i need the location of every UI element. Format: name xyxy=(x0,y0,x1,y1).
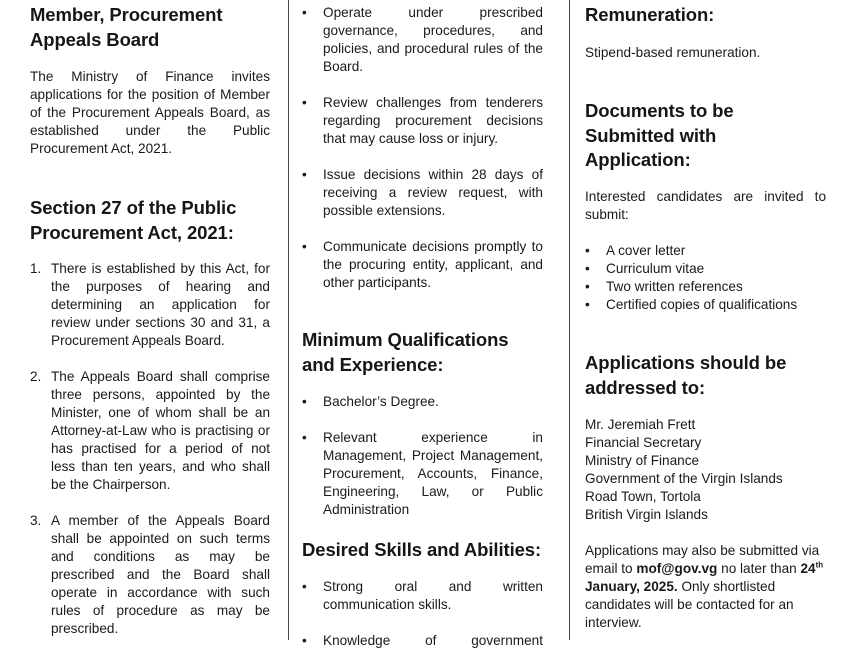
bullet-icon: • xyxy=(585,261,590,276)
address-line: Financial Secretary xyxy=(585,435,702,450)
duty-item: • Operate under prescribed governance, procedures, and policies, and procedural rules of the Board. xyxy=(302,5,543,74)
qualifications-heading: Minimum Qualifications and Experience: xyxy=(302,329,509,375)
address-line: Mr. Jeremiah Frett xyxy=(585,417,696,432)
mailing-address xyxy=(585,416,826,524)
duty-item: • Issue decisions within 28 days of receiving a review request, with possible extensions. xyxy=(302,167,543,218)
document-item: • Two written references xyxy=(585,279,743,294)
bullet-icon: • xyxy=(302,430,307,445)
duty-item: • Review challenges from tenderers regarding procurement decisions that may cause loss or injury. xyxy=(302,95,543,146)
skill-item: • Strong oral and written communication skills. xyxy=(302,579,543,612)
bullet-icon: • xyxy=(302,579,307,594)
skill-item: • Knowledge of government xyxy=(302,633,543,648)
clause-item: 2. The Appeals Board shall comprise three persons, appointed by the Minister, one of whom shall be an Attorney-at-Law who is practising or has practised for a period of not less than ten years, and who shall be the Chairperson. xyxy=(30,369,270,492)
bullet-icon: • xyxy=(302,5,307,20)
column-divider-left xyxy=(288,0,289,640)
address-line: British Virgin Islands xyxy=(585,507,708,522)
bullet-icon: • xyxy=(302,167,307,182)
documents-heading: Documents to be Submitted with Application: xyxy=(585,100,734,170)
duties-list xyxy=(302,4,543,292)
bullet-icon: • xyxy=(302,95,307,110)
bullet-icon: • xyxy=(302,633,307,648)
qualification-item: • Bachelor’s Degree. xyxy=(302,394,439,409)
bullet-icon: • xyxy=(302,394,307,409)
bullet-icon: • xyxy=(585,279,590,294)
section-27-heading: Section 27 of the Public Procurement Act, 2021: xyxy=(30,197,237,243)
bullet-icon: • xyxy=(585,243,590,258)
documents-intro: Interested candidates are invited to submit: xyxy=(585,189,826,222)
intro-paragraph: The Ministry of Finance invites applications for the position of Member of the Procurement Appeals Board, as established under the Public Procurement Act, 2021. xyxy=(30,69,270,156)
address-heading: Applications should be addressed to: xyxy=(585,352,787,398)
column-middle xyxy=(302,0,543,648)
bullet-icon: • xyxy=(302,239,307,254)
document-item: • Certified copies of qualifications xyxy=(585,297,798,312)
column-divider-right xyxy=(569,0,570,640)
skills-heading: Desired Skills and Abilities: xyxy=(302,539,542,560)
email-link[interactable]: mof@gov.vg xyxy=(636,561,718,576)
remuneration-text: Stipend-based remuneration. xyxy=(585,45,761,60)
deadline-date: 24th January, 2025. xyxy=(585,560,824,594)
address-line: Ministry of Finance xyxy=(585,453,700,468)
duty-item: • Communicate decisions promptly to the procuring entity, applicant, and other participants. xyxy=(302,239,543,290)
qualifications-list xyxy=(302,393,543,519)
documents-list xyxy=(585,242,826,314)
document-item: • A cover letter xyxy=(585,243,686,258)
qualification-item: • Relevant experience in Management, Project Management, Procurement, Accounts, Finance, Engineering, Law, or Public Administration xyxy=(302,430,543,517)
remuneration-heading: Remuneration: xyxy=(585,4,715,25)
column-right xyxy=(585,0,826,640)
bullet-icon: • xyxy=(585,297,590,312)
section-27-clauses xyxy=(30,260,270,638)
clause-item: 3. A member of the Appeals Board shall be appointed on such terms and conditions as may be prescribed and the Board shall operate in accordance with such rules of procedure as may be prescribed. xyxy=(30,513,270,636)
clause-item: 1. There is established by this Act, for the purposes of hearing and determining an application for review under sections 30 and 31, a Procurement Appeals Board. xyxy=(30,261,270,348)
address-line: Government of the Virgin Islands xyxy=(585,471,783,486)
address-line: Road Town, Tortola xyxy=(585,489,701,504)
submission-instructions: Applications may also be submitted via email to mof@gov.vg no later than 24th January, 2025. Only shortlisted candidates will be contacted for an interview. xyxy=(585,543,824,630)
document-item: • Curriculum vitae xyxy=(585,261,705,276)
column-left xyxy=(30,0,270,640)
job-title: Member, Procurement Appeals Board xyxy=(30,4,223,50)
skills-list xyxy=(302,578,543,650)
